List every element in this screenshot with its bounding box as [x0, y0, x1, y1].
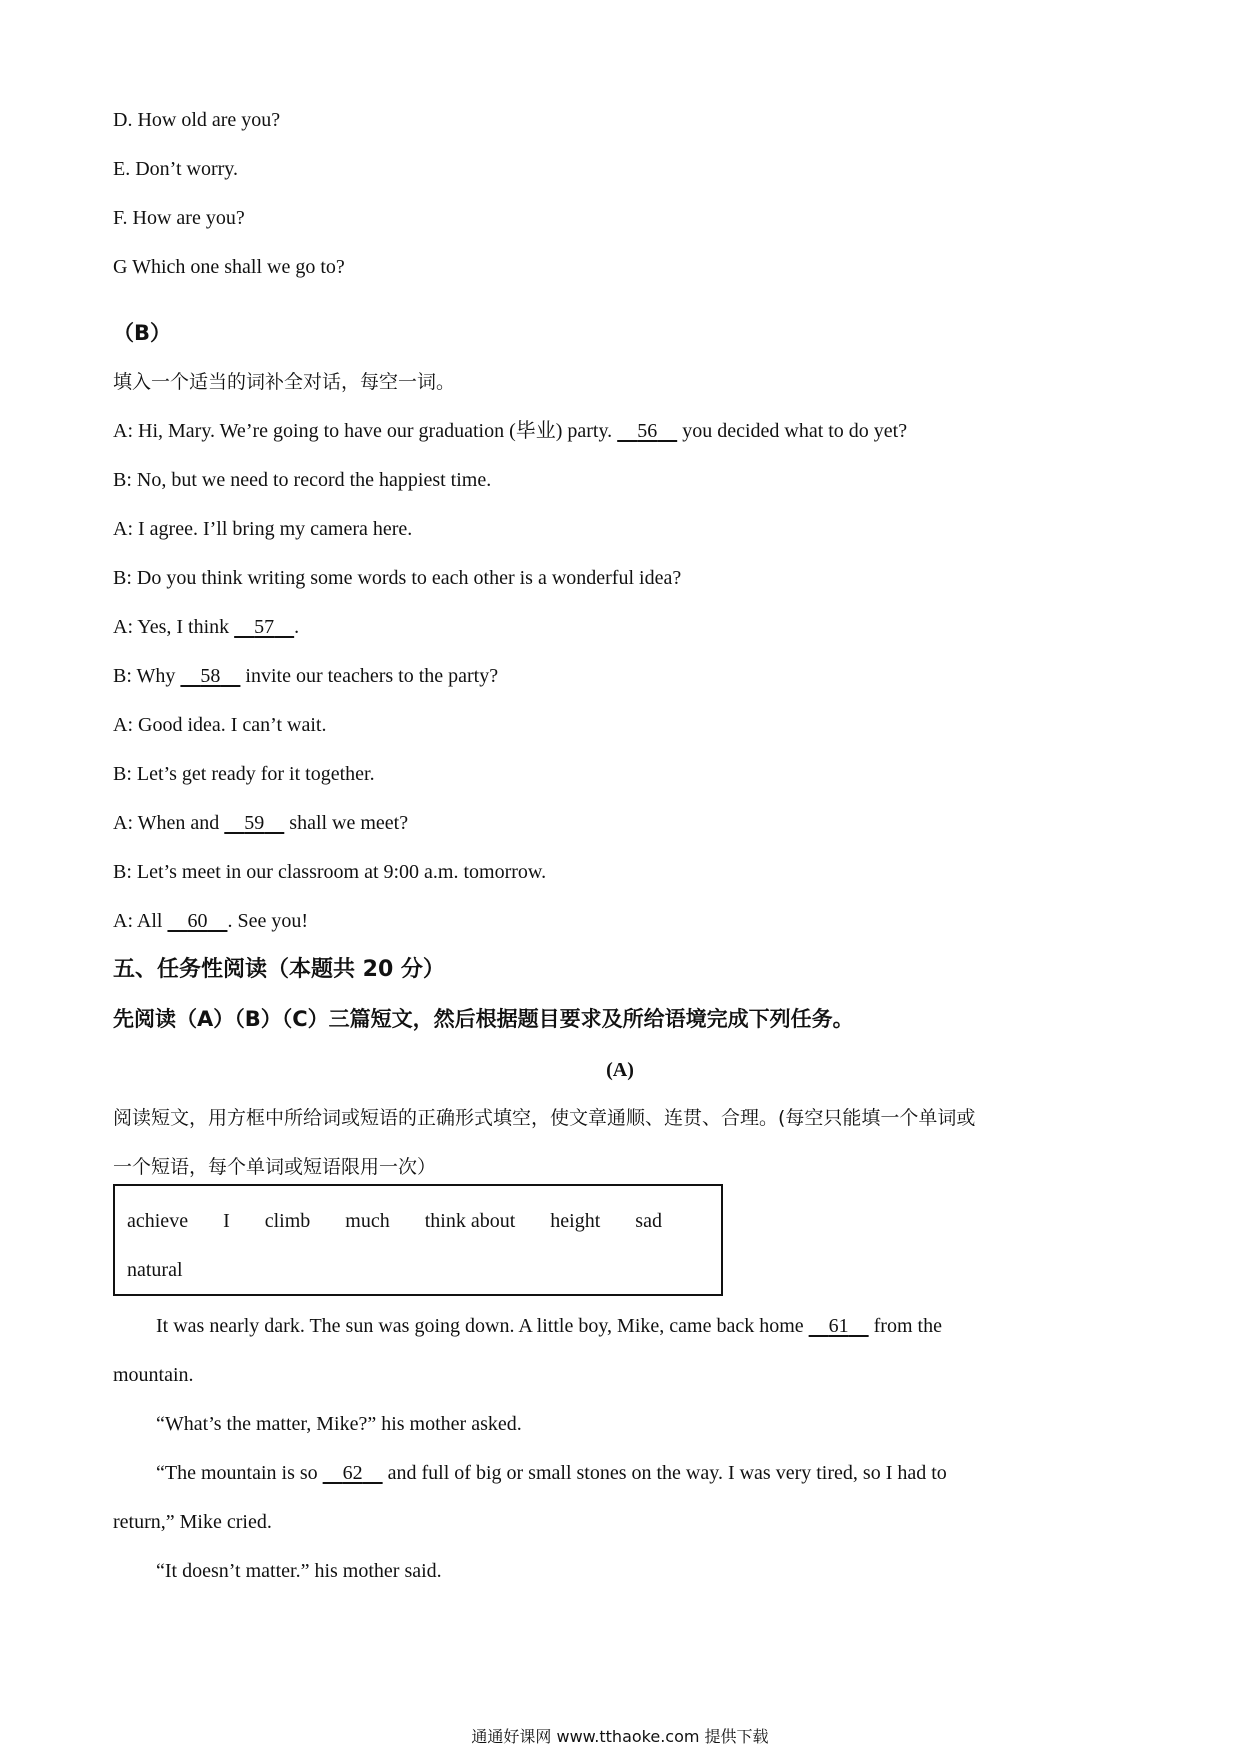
- word-item: I: [223, 1210, 230, 1232]
- section-5-subheading: 先阅读（A）（B）（C）三篇短文，然后根据题目要求及所给语境完成下列任务。: [113, 1007, 854, 1031]
- passage-p3-cont: return,” Mike cried.: [113, 1511, 272, 1533]
- page-footer: 通通好课网 www.tthaoke.com 提供下载: [471, 1727, 769, 1746]
- dialogue-line: A: I agree. I’ll bring my camera here.: [113, 518, 413, 540]
- dialogue-line: B: Do you think writing some words to each other is a wonderful idea?: [113, 567, 682, 589]
- blank-61: 61: [828, 1315, 849, 1337]
- option-g: G Which one shall we go to?: [113, 256, 345, 278]
- blank-58: 58: [200, 665, 221, 687]
- dialogue-line: B: Why 58 invite our teachers to the party?: [113, 665, 499, 687]
- word-item: think about: [424, 1210, 516, 1232]
- part-a-label: (A): [606, 1059, 634, 1081]
- passage-p3: “The mountain is so 62 and full of big or small stones on the way. I was very tired, so I had to: [156, 1462, 947, 1484]
- option-d: D. How old are you?: [113, 109, 281, 131]
- dialogue-line: A: All 60 . See you!: [113, 910, 308, 932]
- word-item: achieve: [127, 1210, 189, 1232]
- part-a-instruction-1: 阅读短文，用方框中所给词或短语的正确形式填空，使文章通顺、连贯、合理。(每空只能填一个单词或: [113, 1107, 976, 1129]
- section-5-heading: 五、任务性阅读（本题共 20 分）: [113, 957, 445, 982]
- part-a-instruction-2: 一个短语，每个单词或短语限用一次）: [113, 1156, 437, 1178]
- dialogue-line: B: No, but we need to record the happiest time.: [113, 469, 492, 491]
- word-item: sad: [635, 1210, 662, 1232]
- dialogue-line: A: Good idea. I can’t wait.: [113, 714, 327, 736]
- option-e: E. Don’t worry.: [113, 158, 238, 180]
- word-box-row-2: [127, 1257, 213, 1283]
- word-box-row-1: [127, 1208, 692, 1234]
- word-item: natural: [127, 1259, 183, 1281]
- section-b-label: （B）: [113, 321, 172, 345]
- blank-59: 59: [244, 812, 265, 834]
- passage-p2: “What’s the matter, Mike?” his mother asked.: [156, 1413, 522, 1435]
- dialogue-line: A: Yes, I think 57 .: [113, 616, 300, 638]
- passage-p1: It was nearly dark. The sun was going down. A little boy, Mike, came back home 61 from the: [156, 1315, 942, 1337]
- passage-p1-cont: mountain.: [113, 1364, 194, 1386]
- word-item: climb: [264, 1210, 311, 1232]
- dialogue-line: A: Hi, Mary. We’re going to have our graduation (毕业) party. 56 you decided what to do yet?: [113, 420, 908, 442]
- section-b-instruction: 填入一个适当的词补全对话，每空一词。: [113, 371, 456, 393]
- blank-62: 62: [342, 1462, 363, 1484]
- passage-p4: “It doesn’t matter.” his mother said.: [156, 1560, 442, 1582]
- dialogue-line: B: Let’s get ready for it together.: [113, 763, 375, 785]
- word-box: [113, 1184, 723, 1296]
- blank-56: 56: [637, 420, 658, 442]
- blank-57: 57: [254, 616, 275, 638]
- option-f: F. How are you?: [113, 207, 245, 229]
- word-item: much: [345, 1210, 390, 1232]
- word-item: height: [550, 1210, 601, 1232]
- dialogue-line: B: Let’s meet in our classroom at 9:00 a.m. tomorrow.: [113, 861, 547, 883]
- dialogue-line: A: When and 59 shall we meet?: [113, 812, 409, 834]
- blank-60: 60: [187, 910, 208, 932]
